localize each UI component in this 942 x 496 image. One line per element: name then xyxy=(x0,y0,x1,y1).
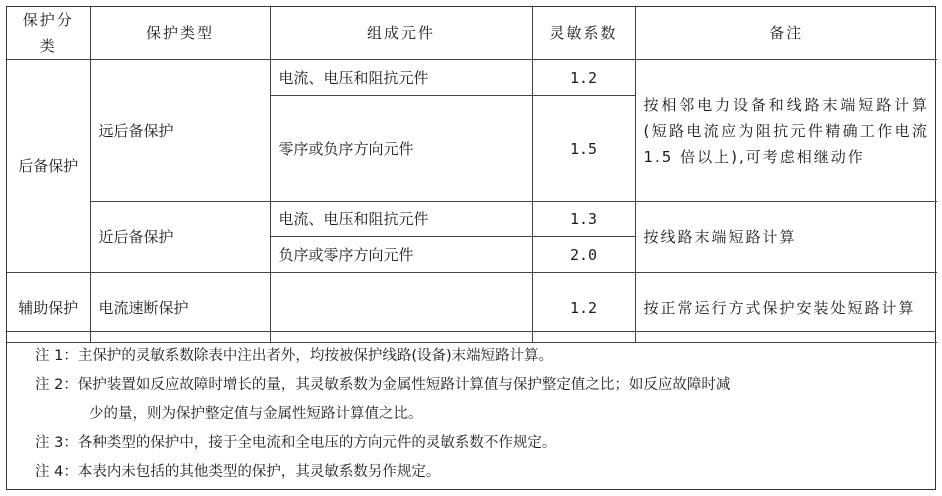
sensitivity-table-sheet xyxy=(6,6,936,490)
note-1: 注 1：主保护的灵敏系数除表中注出者外，均按被保护线路(设备)末端短路计算。 xyxy=(35,348,554,364)
element-cell: 负序或零序方向元件 xyxy=(270,237,532,273)
note-2-continued: 少的量，则为保护整定值与金属性短路计算值之比。 xyxy=(89,406,423,422)
coefficient-cell: 1.2 xyxy=(532,60,635,96)
coefficient-cell: 1.5 xyxy=(532,96,635,202)
header-remark: 备注 xyxy=(635,7,937,60)
note-3: 注 3：各种类型的保护中，接于全电流和全电压的方向元件的灵敏系数不作规定。 xyxy=(35,435,557,451)
sensitivity-table xyxy=(7,7,937,343)
remark-remote-backup: 按相邻电力设备和线路末端短路计算(短路电流应为阻抗元件精确工作电流 1.5 倍以上),可考虑相继动作 xyxy=(635,60,937,202)
remark-auxiliary: 按正常运行方式保护安装处短路计算 xyxy=(635,273,937,343)
type-remote-backup: 远后备保护 xyxy=(90,60,270,202)
note-2: 注 2：保护装置如反应故障时增长的量，其灵敏系数为金属性短路计算值与保护整定值之比；如反应故障时减 xyxy=(35,377,731,393)
header-row xyxy=(7,7,937,60)
table-row xyxy=(7,202,937,237)
header-elements: 组成元件 xyxy=(270,7,532,60)
coefficient-cell: 1.2 xyxy=(532,273,635,343)
element-cell: 电流、电压和阻抗元件 xyxy=(270,202,532,237)
header-category: 保护分类 xyxy=(7,7,90,60)
header-coefficient: 灵敏系数 xyxy=(532,7,635,60)
coefficient-cell: 2.0 xyxy=(532,237,635,273)
category-auxiliary: 辅助保护 xyxy=(7,273,90,343)
element-cell: 零序或负序方向元件 xyxy=(270,96,532,202)
type-current-quick-break: 电流速断保护 xyxy=(90,273,270,343)
category-backup: 后备保护 xyxy=(7,60,90,273)
header-type: 保护类型 xyxy=(90,7,270,60)
element-cell: 电流、电压和阻抗元件 xyxy=(270,60,532,96)
table-row xyxy=(7,60,937,96)
remark-near-backup: 按线路末端短路计算 xyxy=(635,202,937,273)
note-4: 注 4：本表内未包括的其他类型的保护，其灵敏系数另作规定。 xyxy=(35,464,441,480)
type-near-backup: 近后备保护 xyxy=(90,202,270,273)
notes-section xyxy=(7,331,935,489)
coefficient-cell: 1.3 xyxy=(532,202,635,237)
